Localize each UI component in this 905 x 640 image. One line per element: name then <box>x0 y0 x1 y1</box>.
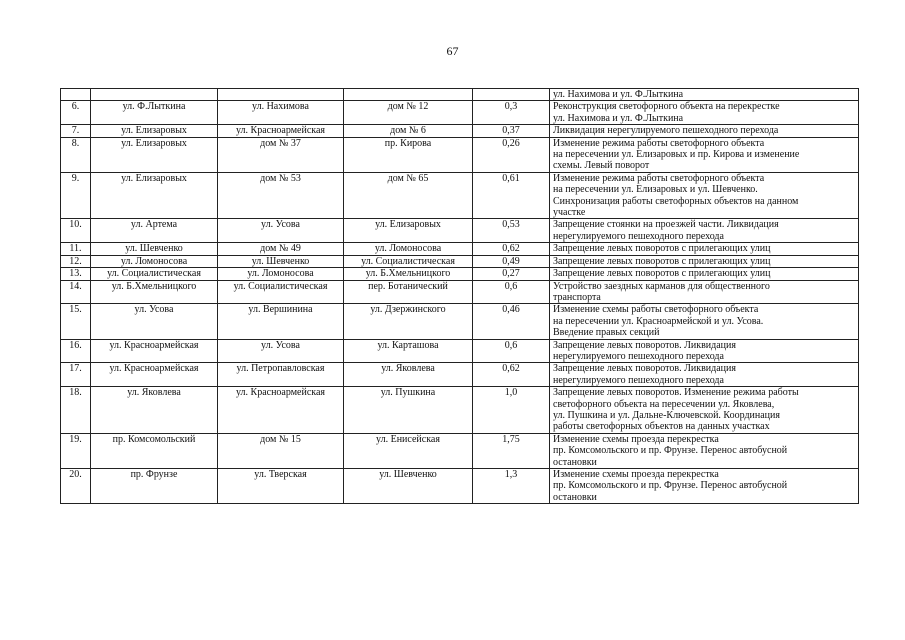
section-start-cell: ул. Социалистическая <box>218 280 344 304</box>
length-cell: 0,62 <box>473 243 550 255</box>
section-start-cell <box>218 89 344 101</box>
row-number-cell: 18. <box>61 387 91 434</box>
street-cell <box>91 89 218 101</box>
section-start-cell: ул. Вершинина <box>218 304 344 339</box>
measure-description-cell: Изменение режима работы светофорного объекта на пересечении ул. Елизаровых и пр. Кирова и изменение схемы. Левый поворот <box>550 137 859 172</box>
street-cell: ул. Ломоносова <box>91 255 218 267</box>
table-row <box>61 255 859 267</box>
street-cell: ул. Усова <box>91 304 218 339</box>
length-cell: 1,3 <box>473 469 550 504</box>
section-start-cell: ул. Петропавловская <box>218 363 344 387</box>
table-row <box>61 219 859 243</box>
measure-description-cell: Изменение схемы проезда перекрестка пр. Комсомольского и пр. Фрунзе. Перенос автобусной остановки <box>550 469 859 504</box>
section-end-cell: ул. Пушкина <box>344 387 473 434</box>
section-start-cell: ул. Усова <box>218 219 344 243</box>
measure-description-cell: Запрещение стоянки на проезжей части. Ликвидация нерегулируемого пешеходного перехода <box>550 219 859 243</box>
measure-description-cell: Ликвидация нерегулируемого пешеходного перехода <box>550 125 859 137</box>
row-number-cell: 16. <box>61 339 91 363</box>
section-end-cell: дом № 65 <box>344 172 473 219</box>
section-end-cell: ул. Карташова <box>344 339 473 363</box>
street-cell: ул. Елизаровых <box>91 172 218 219</box>
table-row <box>61 387 859 434</box>
section-end-cell: ул. Яковлева <box>344 363 473 387</box>
length-cell: 0,46 <box>473 304 550 339</box>
street-cell: ул. Яковлева <box>91 387 218 434</box>
section-start-cell: ул. Нахимова <box>218 101 344 125</box>
row-number-cell: 10. <box>61 219 91 243</box>
section-end-cell: ул. Енисейская <box>344 433 473 468</box>
section-start-cell: дом № 49 <box>218 243 344 255</box>
street-cell: ул. Ф.Лыткина <box>91 101 218 125</box>
table-body <box>61 89 859 504</box>
length-cell: 0,62 <box>473 363 550 387</box>
table-row <box>61 363 859 387</box>
measure-description-cell: Изменение схемы проезда перекрестка пр. Комсомольского и пр. Фрунзе. Перенос автобусной остановки <box>550 433 859 468</box>
row-number-cell: 13. <box>61 268 91 280</box>
section-start-cell: ул. Красноармейская <box>218 125 344 137</box>
measure-description-cell: Реконструкция светофорного объекта на перекрестке ул. Нахимова и ул. Ф.Лыткина <box>550 101 859 125</box>
street-cell: ул. Елизаровых <box>91 137 218 172</box>
section-end-cell: дом № 6 <box>344 125 473 137</box>
street-cell: ул. Артема <box>91 219 218 243</box>
table-row <box>61 125 859 137</box>
measure-description-cell: Запрещение левых поворотов. Изменение режима работы светофорного объекта на пересечении ул. Яковлева, ул. Пушкина и ул. Дальне-Ключевской. Координация работы светофорных объектов на данных участках <box>550 387 859 434</box>
measure-description-cell: Устройство заездных карманов для общественного транспорта <box>550 280 859 304</box>
section-end-cell: ул. Социалистическая <box>344 255 473 267</box>
length-cell: 0,49 <box>473 255 550 267</box>
measure-description-cell: Запрещение левых поворотов с прилегающих улиц <box>550 268 859 280</box>
street-cell: пр. Фрунзе <box>91 469 218 504</box>
length-cell <box>473 89 550 101</box>
table-row <box>61 280 859 304</box>
length-cell: 0,27 <box>473 268 550 280</box>
street-cell: ул. Красноармейская <box>91 339 218 363</box>
length-cell: 1,0 <box>473 387 550 434</box>
section-start-cell: дом № 53 <box>218 172 344 219</box>
length-cell: 0,61 <box>473 172 550 219</box>
measure-description-cell: ул. Нахимова и ул. Ф.Лыткина <box>550 89 859 101</box>
length-cell: 0,37 <box>473 125 550 137</box>
row-number-cell: 20. <box>61 469 91 504</box>
table-row <box>61 469 859 504</box>
measure-description-cell: Запрещение левых поворотов. Ликвидация нерегулируемого пешеходного перехода <box>550 339 859 363</box>
row-number-cell: 14. <box>61 280 91 304</box>
table-row <box>61 243 859 255</box>
table-row <box>61 339 859 363</box>
table-row <box>61 137 859 172</box>
measure-description-cell: Запрещение левых поворотов с прилегающих улиц <box>550 243 859 255</box>
length-cell: 0,6 <box>473 339 550 363</box>
length-cell: 0,6 <box>473 280 550 304</box>
street-cell: ул. Социалистическая <box>91 268 218 280</box>
section-end-cell: ул. Дзержинского <box>344 304 473 339</box>
length-cell: 0,26 <box>473 137 550 172</box>
street-cell: ул. Шевченко <box>91 243 218 255</box>
row-number-cell: 11. <box>61 243 91 255</box>
table-row <box>61 433 859 468</box>
row-number-cell: 9. <box>61 172 91 219</box>
measure-description-cell: Запрещение левых поворотов. Ликвидация нерегулируемого пешеходного перехода <box>550 363 859 387</box>
length-cell: 0,53 <box>473 219 550 243</box>
street-cell: ул. Б.Хмельницкого <box>91 280 218 304</box>
street-cell: ул. Красноармейская <box>91 363 218 387</box>
measures-table <box>60 88 859 504</box>
measure-description-cell: Изменение схемы работы светофорного объекта на пересечении ул. Красноармейской и ул. Усова. Введение правых секций <box>550 304 859 339</box>
length-cell: 1,75 <box>473 433 550 468</box>
table-row <box>61 268 859 280</box>
section-start-cell: ул. Тверская <box>218 469 344 504</box>
section-end-cell: ул. Елизаровых <box>344 219 473 243</box>
section-end-cell: ул. Шевченко <box>344 469 473 504</box>
section-start-cell: ул. Усова <box>218 339 344 363</box>
row-number-cell: 7. <box>61 125 91 137</box>
measure-description-cell: Запрещение левых поворотов с прилегающих улиц <box>550 255 859 267</box>
section-start-cell: ул. Красноармейская <box>218 387 344 434</box>
section-start-cell: ул. Ломоносова <box>218 268 344 280</box>
table-row <box>61 172 859 219</box>
page-number: 67 <box>446 44 459 58</box>
row-number-cell <box>61 89 91 101</box>
street-cell: пр. Комсомольский <box>91 433 218 468</box>
row-number-cell: 12. <box>61 255 91 267</box>
row-number-cell: 19. <box>61 433 91 468</box>
section-start-cell: дом № 37 <box>218 137 344 172</box>
section-start-cell: дом № 15 <box>218 433 344 468</box>
measure-description-cell: Изменение режима работы светофорного объекта на пересечении ул. Елизаровых и ул. Шевченко. Синхронизация работы светофорных объектов на данном участке <box>550 172 859 219</box>
row-number-cell: 17. <box>61 363 91 387</box>
table-row <box>61 89 859 101</box>
length-cell: 0,3 <box>473 101 550 125</box>
section-end-cell: пер. Ботанический <box>344 280 473 304</box>
row-number-cell: 6. <box>61 101 91 125</box>
table-row <box>61 101 859 125</box>
table-row <box>61 304 859 339</box>
section-end-cell: пр. Кирова <box>344 137 473 172</box>
section-end-cell: ул. Б.Хмельницкого <box>344 268 473 280</box>
section-end-cell <box>344 89 473 101</box>
row-number-cell: 8. <box>61 137 91 172</box>
row-number-cell: 15. <box>61 304 91 339</box>
street-cell: ул. Елизаровых <box>91 125 218 137</box>
section-end-cell: ул. Ломоносова <box>344 243 473 255</box>
section-start-cell: ул. Шевченко <box>218 255 344 267</box>
section-end-cell: дом № 12 <box>344 101 473 125</box>
